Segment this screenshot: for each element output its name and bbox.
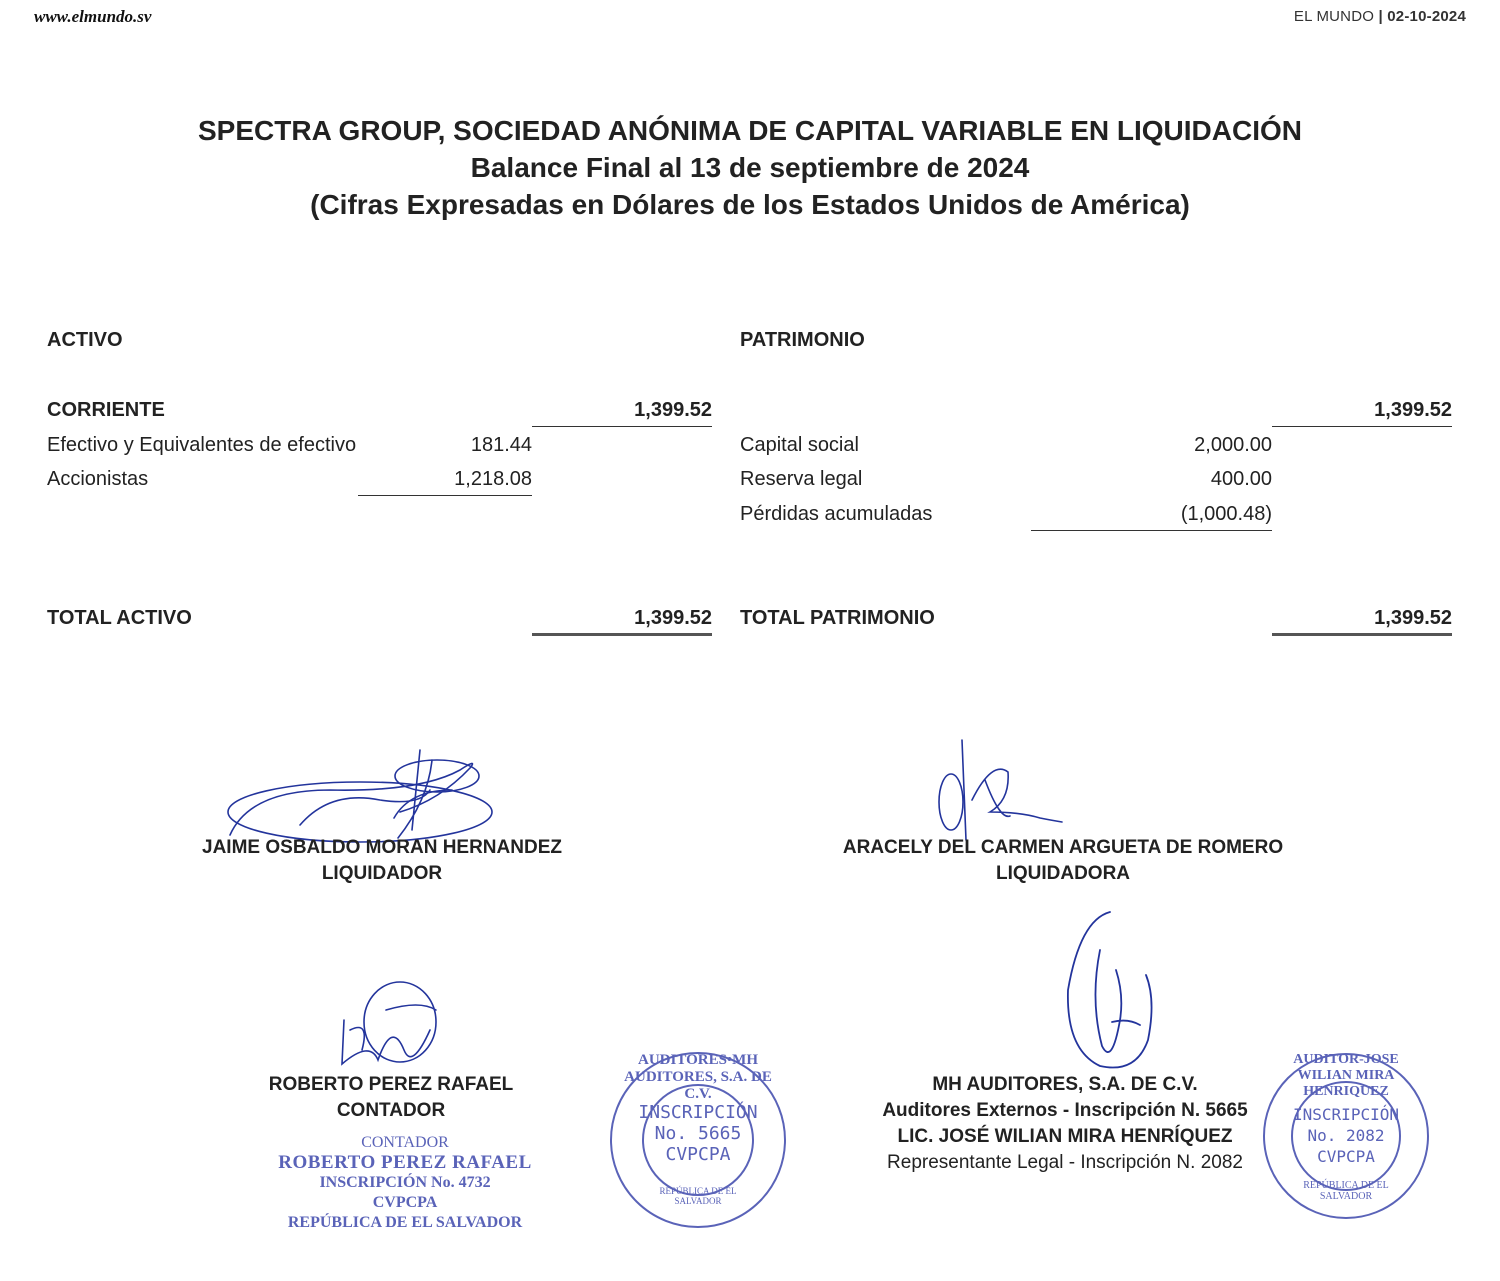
signatory-role: LIQUIDADORA xyxy=(995,863,1131,884)
firm-stamp-ring-text: AUDITORES•MH AUDITORES, S.A. DE C.V. xyxy=(624,1052,772,1102)
corriente-total: 1,399.52 xyxy=(634,399,712,421)
total-activo-value: 1,399.52 xyxy=(634,607,712,629)
patrimonio-item-value: 400.00 xyxy=(1210,468,1272,490)
activo-item-value: 1,218.08 xyxy=(454,468,532,490)
signatory-name: JAIME OSBALDO MORAN HERNANDEZ xyxy=(202,837,562,858)
auditor-stamp-line: No. 2082 xyxy=(1307,1126,1385,1145)
publication-date: 02-10-2024 xyxy=(1387,8,1466,25)
activo-item-label: Efectivo y Equivalentes de efectivo xyxy=(47,434,357,456)
auditor-stamp-line: INSCRIPCIÓN xyxy=(1293,1105,1399,1124)
patrimonio-item-label: Pérdidas acumuladas xyxy=(740,503,933,525)
auditor-firm: MH AUDITORES, S.A. DE C.V. xyxy=(932,1074,1198,1095)
auditor-stamp-line: CVPCPA xyxy=(1317,1147,1375,1166)
auditor-legal-rep: LIC. JOSÉ WILIAN MIRA HENRÍQUEZ xyxy=(897,1126,1233,1147)
currency-note: (Cifras Expresadas en Dólares de los Estados Unidos de América) xyxy=(310,189,1190,220)
total-patrimonio-value: 1,399.52 xyxy=(1374,607,1452,629)
firm-stamp-line: No. 5665 xyxy=(654,1123,742,1144)
activo-item-label: Accionistas xyxy=(47,468,149,490)
auditor-stamp-center xyxy=(1281,1104,1411,1167)
signature-liquidadora xyxy=(939,740,1062,840)
contador-stamp-line: CVPCPA xyxy=(372,1194,438,1211)
patrimonio-item-value: 2,000.00 xyxy=(1194,434,1272,456)
contador-stamp-line: CONTADOR xyxy=(361,1134,449,1151)
signatory-name: ARACELY DEL CARMEN ARGUETA DE ROMERO xyxy=(842,837,1284,858)
statement-title: Balance Final al 13 de septiembre de 2024 xyxy=(470,152,1030,183)
signatory-role: LIQUIDADOR xyxy=(321,863,443,884)
patrimonio-item-label: Reserva legal xyxy=(740,468,863,490)
signatory-liquidador xyxy=(150,835,614,887)
firm-stamp-center xyxy=(628,1102,768,1165)
patrimonio-item-value: (1,000.48) xyxy=(1180,503,1272,525)
contador-stamp-line: INSCRIPCIÓN No. 4732 xyxy=(319,1174,491,1191)
dateline-separator: | xyxy=(1378,8,1383,25)
auditor-rep-registration: Representante Legal - Inscripción N. 2082 xyxy=(887,1152,1243,1173)
signatory-auditor xyxy=(840,1072,1290,1176)
contador-stamp-line: REPÚBLICA DE EL SALVADOR xyxy=(287,1214,523,1231)
auditor-stamp-bottom-text: REPÚBLICA DE EL SALVADOR xyxy=(1303,1180,1389,1202)
signatory-contador xyxy=(241,1072,541,1124)
company-name: SPECTRA GROUP, SOCIEDAD ANÓNIMA DE CAPITAL VARIABLE EN LIQUIDACIÓN xyxy=(198,115,1302,146)
corriente-label: CORRIENTE xyxy=(47,399,165,421)
activo-heading: ACTIVO xyxy=(47,329,123,351)
newspaper-name: EL MUNDO xyxy=(1293,8,1375,25)
auditor-stamp-ring-text: AUDITOR-JOSE WILIAN MIRA HENRIQUEZ xyxy=(1293,1052,1399,1099)
signature-auditor xyxy=(1068,912,1152,1068)
signature-contador xyxy=(342,982,436,1064)
contador-stamp-line: ROBERTO PEREZ RAFAEL xyxy=(278,1152,532,1173)
total-patrimonio-label: TOTAL PATRIMONIO xyxy=(740,607,935,629)
site-url[interactable]: www.elmundo.sv xyxy=(34,7,152,26)
firm-stamp-line: CVPCPA xyxy=(665,1144,731,1165)
firm-stamp-line: INSCRIPCIÓN xyxy=(638,1102,758,1123)
signatory-name: ROBERTO PEREZ RAFAEL xyxy=(268,1074,514,1095)
signatory-liquidadora xyxy=(820,835,1306,887)
signatory-role: CONTADOR xyxy=(336,1100,446,1121)
firm-stamp-bottom-text: REPÚBLICA DE EL SALVADOR xyxy=(659,1186,737,1206)
total-activo-label: TOTAL ACTIVO xyxy=(47,607,192,629)
auditor-firm-registration: Auditores Externos - Inscripción N. 5665 xyxy=(882,1100,1248,1121)
patrimonio-subtotal: 1,399.52 xyxy=(1374,399,1452,421)
activo-item-value: 181.44 xyxy=(470,434,532,456)
patrimonio-item-label: Capital social xyxy=(740,434,859,456)
contador-stamp xyxy=(250,1133,560,1233)
signature-liquidador xyxy=(228,750,492,842)
patrimonio-heading: PATRIMONIO xyxy=(740,329,865,351)
